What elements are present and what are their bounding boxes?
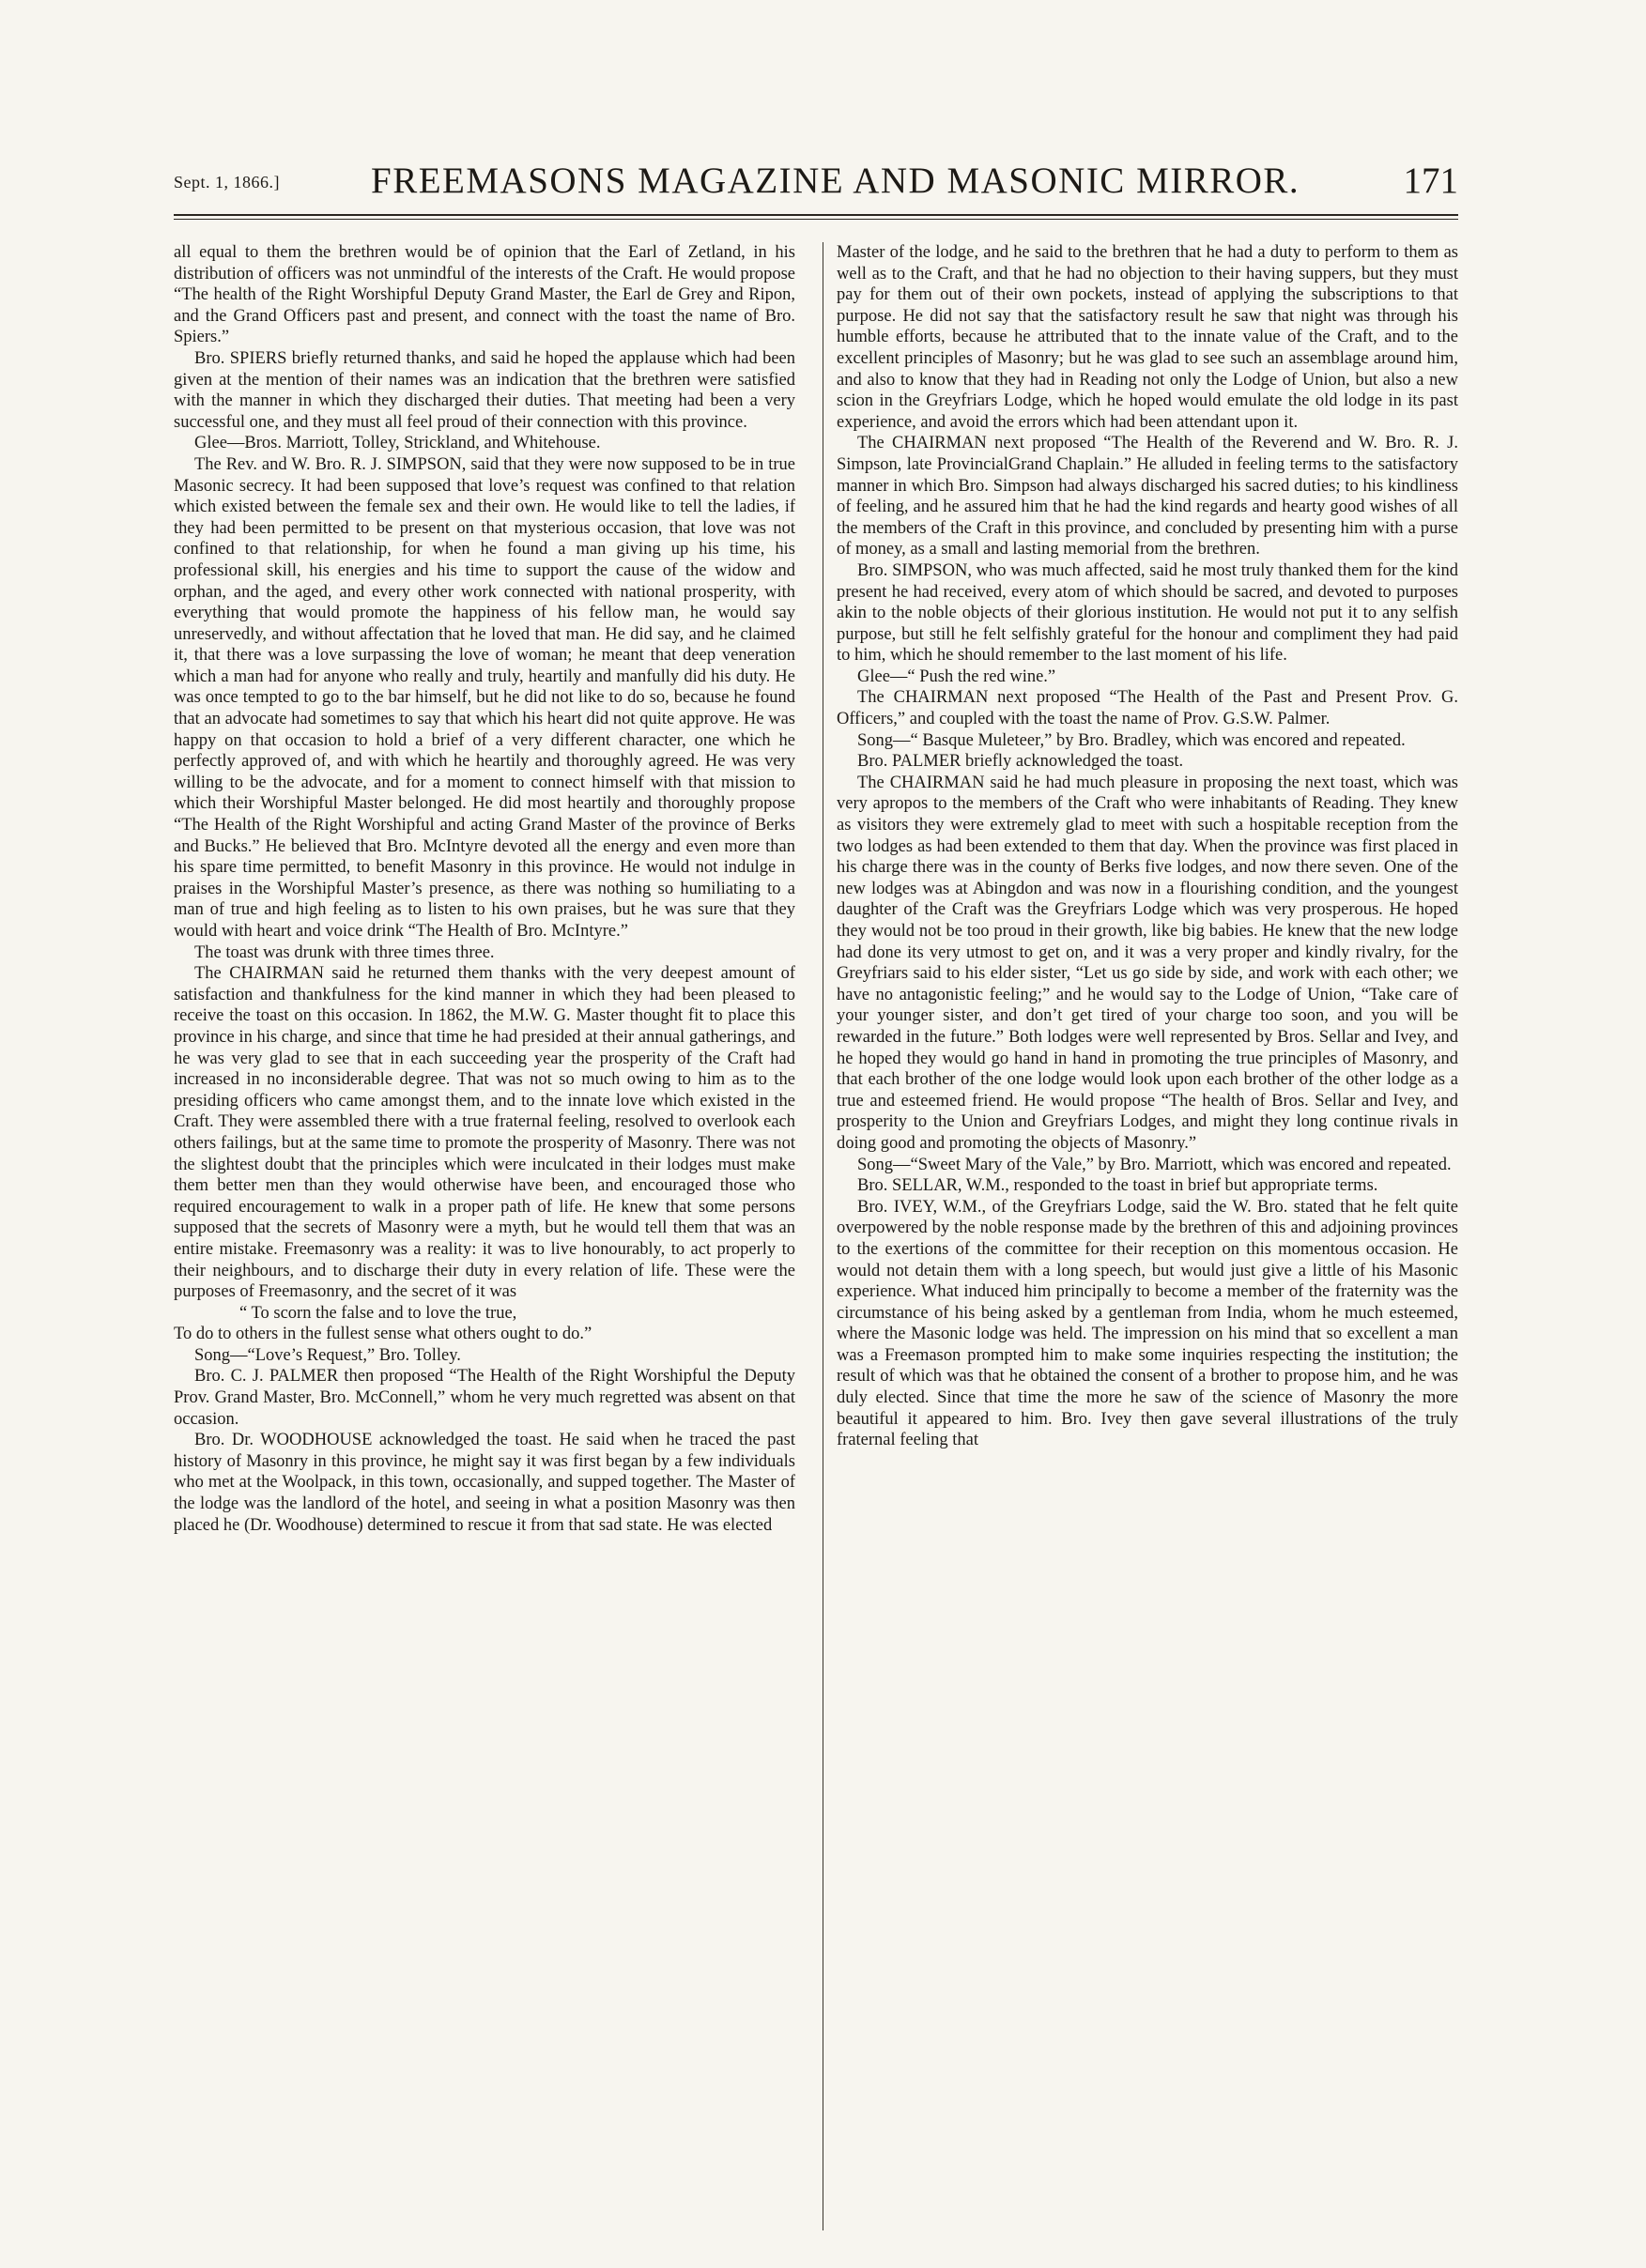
paragraph: all equal to them the brethren would be of opinion that the Earl of Zetland, in his distribution of officers was not unmindful of the interests of the Craft. He would propose “The health of the Right Worshipful Deputy Grand Master, the Earl de Grey and Ripon, and the Grand Officers past and present, and connect with the toast the name of Bro. Spiers.” (174, 243, 795, 347)
paragraph: The Rev. and W. Bro. R. J. SIMPSON, said that they were now supposed to be in true Masonic secrecy. It had been supposed that love’s request was confined to that relation which existed between the female sex and their own. He would like to tell the ladies, if they had been permitted to be present on that mysterious occasion, that love was not confined to that relationship, for when he found a man giving up his time, his professional skill, his energies and his time to support the cause of the widow and orphan, and the aged, and every other work connected with national prosperity, with everything that would promote the happiness of his fellow man, he would say unreservedly, and without affectation that he loved that man. He did say, and he claimed it, that there was a love surpassing the love of woman; he meant that deep veneration which a man had for anyone who really and truly, heartily and manfully did his duty. He was once tempted to go to the bar himself, but he did not like to do so, because he found that an advocate had sometimes to say that which his heart did not quite approve. He was happy on that occasion to hold a brief of a very different character, one which he perfectly approved of, and with which he heartily and thoroughly agreed. He was very willing to be the advocate, and for a moment to connect himself with that mission to which their Worshipful Master belonged. He did most heartily and thoroughly propose “The Health of the Right Worshipful and acting Grand Master of the province of Berks and Bucks.” He believed that Bro. McIntyre devoted all the energy and even more than his spare time permitted, to benefit Masonry in this province. He would not indulge in praises in the Worshipful Master’s presence, as there was nothing so humiliating to a man of true and high feeling as to listen to his own praises, but he was sure that they would with heart and voice drink “The Health of Bro. McIntyre.” (174, 454, 795, 941)
header-rule (174, 214, 1458, 216)
paragraph: Song—“Sweet Mary of the Vale,” by Bro. Marriott, which was encored and repeated. (857, 1155, 1452, 1174)
publication-title: FREEMASONS MAGAZINE AND MASONIC MIRROR. (371, 161, 1300, 201)
issue-date: Sept. 1, 1866.] (174, 173, 280, 192)
right-column (837, 242, 1458, 2232)
page-number: 171 (1403, 161, 1458, 201)
paragraph: Song—“ Basque Muleteer,” by Bro. Bradley, which was encored and repeated. (857, 730, 1406, 750)
paragraph: Glee—“ Push the red wine.” (857, 667, 1056, 686)
paragraph: The CHAIRMAN said he returned them thanks with the very deepest amount of satisfaction and thankfulness for the kind manner in which they had been pleased to receive the toast on this occasion. In 1862, the M.W. G. Master thought fit to place this province in his charge, and since that time he had presided at their annual gatherings, and he was very glad to see that in each succeeding year the prosperity of the Craft had increased in no inconsiderable degree. That was not so much owing to him as to the presiding officers who came amongst them, and to the innate love which existed in the Craft. They were assembled there with a true fraternal feeling, resolved to overlook each others failings, but at the same time to promote the prosperity of Masonry. There was not the slightest doubt that the principles which were inculcated in their lodges must make them better men than they would otherwise have been, and encouraged those who required encouragement to walk in a proper path of life. He knew that some persons supposed that the secrets of Masonry were a myth, but he would tell them that was an entire mistake. Freemasonry was a reality: it was to live honourably, to act properly to their neighbours, and to discharge their duty in every relation of life. These were the purposes of Freemasonry, and the secret of it was (174, 964, 795, 1302)
paragraph: Bro. SELLAR, W.M., responded to the toast in brief but appropriate terms. (857, 1176, 1378, 1196)
verse-line: To do to others in the fullest sense what others ought to do.” (174, 1325, 592, 1344)
paragraph: Bro. SIMPSON, who was much affected, said he most truly thanked them for the kind present he had received, every atom of which should be sacred, and devoted to purposes akin to the noble objects of their glorious institution. He would not put it to any selfish purpose, but still he felt selfishly grateful for the honour and compliment they had paid to him, which he should remember to the last moment of his life. (837, 560, 1458, 666)
paragraph: The CHAIRMAN said he had much pleasure in proposing the next toast, which was very apropos to the members of the Craft who were inhabitants of Reading. They knew as visitors they were extremely glad to meet with such a hospitable reception from the two lodges as had been extended to them that day. When the province was first placed in his charge there was in the county of Berks five lodges, and now there seven. One of the new lodges was at Abingdon and was now in a flourishing condition, and the youngest daughter of the Craft was the Greyfriars Lodge which was very prosperous. He hoped they would not be too proud in their growth, like big babies. He knew that the new lodge had done its very utmost to get on, and it was a very proper and kindly rivalry, for the Greyfriars said to his elder sister, “Let us go side by side, and work with each other; we have no antagonistic feeling;” and he would say to the Lodge of Union, “Take care of your younger sister, and don’t get tired of your charge too soon, and you will be rewarded in the future.” Both lodges were well represented by Bros. Sellar and Ivey, and he hoped they would go hand in hand in promoting the true principles of Masonry, and that each brother of the one lodge would look upon each brother of the other lodge as a true and esteemed friend. He would propose “The health of Bros. Sellar and Ivey, and prosperity to the Union and Greyfriars Lodges, and might they long continue rivals in doing good and promoting the objects of Masonry.” (837, 773, 1458, 1153)
page-header (174, 160, 1458, 207)
verse-line: “ To scorn the false and to love the true, (239, 1303, 517, 1323)
left-column (174, 242, 795, 2232)
paragraph: Bro. SPIERS briefly returned thanks, and said he hoped the applause which had been given at the mention of their names was an indication that the brethren were satisfied with the manner in which they discharged their duties. That meeting had been a very successful one, and they must all feel proud of their connection with this province. (174, 348, 795, 432)
paragraph: Glee—Bros. Marriott, Tolley, Strickland, and Whitehouse. (194, 434, 601, 453)
paragraph: Bro. Dr. WOODHOUSE acknowledged the toast. He said when he traced the past history of Masonry in this province, he might say it was first began by a few individuals who met at the Woolpack, in this town, occasionally, and supped together. The Master of the lodge was the landlord of the hotel, and seeing in what a position Masonry was then placed he (Dr. Woodhouse) determined to rescue it from that sad state. He was elected (174, 1431, 795, 1535)
header-rule-thin (174, 219, 1458, 220)
paragraph: Bro. PALMER briefly acknowledged the toast. (857, 752, 1184, 772)
paragraph: The toast was drunk with three times three. (194, 942, 495, 962)
paragraph: The CHAIRMAN next proposed “The Health of the Past and Present Prov. G. Officers,” and coupled with the toast the name of Prov. G.S.W. Palmer. (837, 688, 1458, 729)
paragraph: Bro. IVEY, W.M., of the Greyfriars Lodge, said the W. Bro. stated that he felt quite overpowered by the noble response made by the brethren of this and adjoining provinces to the exertions of the committee for their reception on this momentous occasion. He would not detain them with a long speech, but would just give a little of his Masonic experience. What induced him principally to become a member of the fraternity was the circumstance of his being asked by a gentleman from India, whom he much esteemed, where the Masonic lodge was held. The impression on his mind that so excellent a man was a Freemason prompted him to make some inquiries respecting the institution; the result of which was that he obtained the consent of a brother to propose him, and he was duly elected. Since that time the more he saw of the science of Masonry the more beautiful it appeared to him. Bro. Ivey then gave several illustrations of the truly fraternal feeling that (837, 1197, 1458, 1450)
paragraph: Master of the lodge, and he said to the brethren that he had a duty to perform to them as well as to the Craft, and that he had no objection to their having suppers, but they must pay for them out of their own pockets, instead of applying the subscriptions to that purpose. He did not say that the satisfactory result he saw that night was through his humble efforts, because he attributed that to the innate value of the Craft, and to the excellent principles of Masonry; but he was glad to see such an assemblage around him, and also to know that they had in Reading not only the Lodge of Union, but also a new scion in the Greyfriars Lodge, which he hoped would emulate the old lodge in its past experience, and avoid the errors which had been attendant upon it. (837, 243, 1458, 432)
paragraph: The CHAIRMAN next proposed “The Health of the Reverend and W. Bro. R. J. Simpson, late ProvincialGrand Chaplain.” He alluded in feeling terms to the satisfactory manner in which Bro. Simpson had always discharged his sacred duties; to his kindliness of feeling, and he assured him that he had the kind regards and hearty good wishes of all the members of the Craft in this province, and concluded by presenting him with a purse of money, as a small and lasting memorial from the brethren. (837, 434, 1458, 559)
paragraph: Bro. C. J. PALMER then proposed “The Health of the Right Worshipful the Deputy Prov. Grand Master, Bro. McConnell,” whom he very much regretted was absent on that occasion. (174, 1367, 795, 1429)
paragraph: Song—“Love’s Request,” Bro. Tolley. (194, 1345, 461, 1365)
